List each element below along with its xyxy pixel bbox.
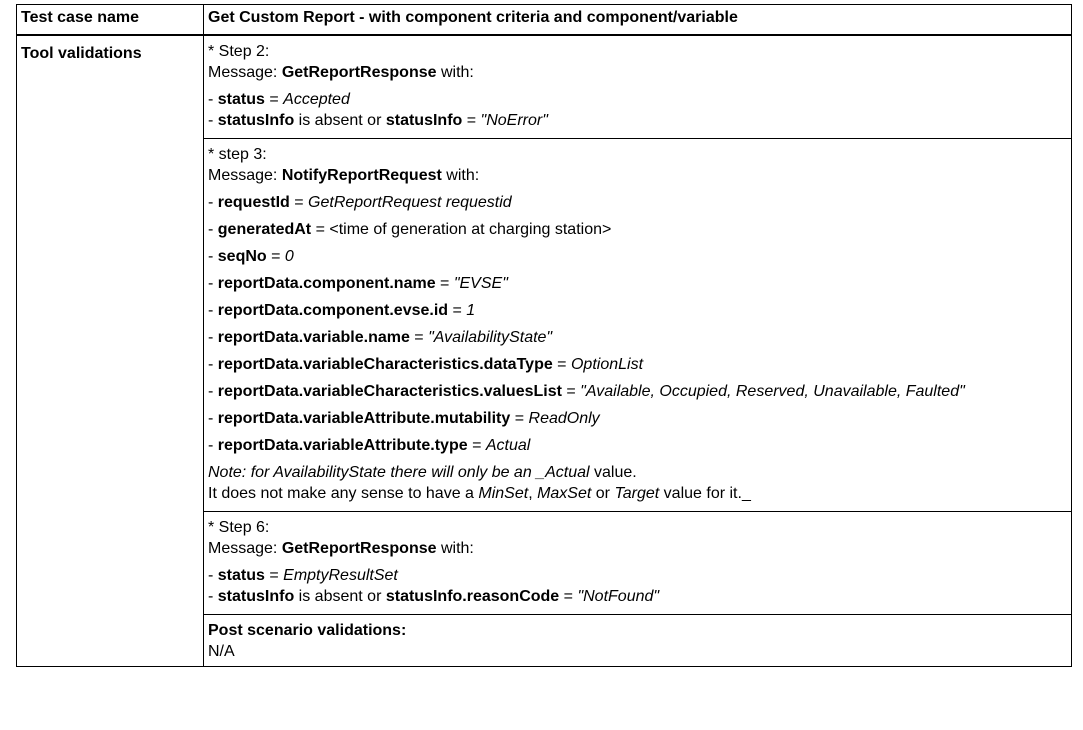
note-target: Target bbox=[614, 485, 660, 502]
field-eq: = bbox=[561, 383, 581, 400]
field-value: "Available, Occupied, Reserved, Unavailable, Faulted" bbox=[580, 383, 965, 400]
field-key: reportData.component.evse.id bbox=[217, 302, 449, 319]
field-value: GetReportRequest requestid bbox=[308, 194, 512, 211]
step6-statusinfo: - statusInfo is absent or statusInfo.reasonCode = "NotFound" bbox=[208, 588, 660, 605]
step6-title: * Step 6: bbox=[208, 519, 270, 536]
step6-message bbox=[208, 538, 1067, 559]
field-value: "AvailabilityState" bbox=[428, 329, 553, 346]
step3-field: - reportData.component.evse.id = 1 bbox=[208, 302, 476, 319]
field-value: Accepted bbox=[283, 91, 350, 108]
step3-field: - seqNo = 0 bbox=[208, 248, 294, 265]
note-text: , bbox=[528, 485, 538, 502]
header-value-cell bbox=[204, 5, 1072, 36]
field-value: OptionList bbox=[570, 356, 644, 373]
step3-field: - reportData.component.name = "EVSE" bbox=[208, 275, 508, 292]
msg-prefix: Message: bbox=[208, 64, 282, 81]
field-value: 1 bbox=[466, 302, 476, 319]
field-key: statusInfo.reasonCode bbox=[385, 588, 560, 605]
field-value: 0 bbox=[284, 248, 294, 265]
field-key: reportData.variableCharacteristics.dataType bbox=[217, 356, 553, 373]
note-maxset: MaxSet bbox=[537, 485, 592, 502]
msg-suffix: with: bbox=[436, 540, 474, 557]
note-text: value for it._ bbox=[659, 485, 751, 502]
field-eq: = bbox=[264, 567, 284, 584]
step3-field: - reportData.variable.name = "AvailabilityState" bbox=[208, 329, 553, 346]
msg-prefix: Message: bbox=[208, 167, 282, 184]
step3-note-line2 bbox=[208, 483, 1067, 504]
message-name: GetReportResponse bbox=[281, 540, 437, 557]
msg-suffix: with: bbox=[441, 167, 480, 184]
field-eq: = bbox=[264, 91, 284, 108]
field-key: reportData.component.name bbox=[217, 275, 436, 292]
field-key: reportData.variable.name bbox=[217, 329, 410, 346]
note-text: or bbox=[591, 485, 615, 502]
step3-note-line1 bbox=[208, 462, 1067, 483]
field-eq: = bbox=[435, 275, 454, 292]
field-key: seqNo bbox=[217, 248, 267, 265]
note-text: It does not make any sense to have a bbox=[208, 485, 479, 502]
field-value: Actual bbox=[485, 437, 531, 454]
field-value: <time of generation at charging station> bbox=[329, 221, 612, 238]
post-scenario-value: N/A bbox=[208, 643, 235, 660]
field-value: "NoError" bbox=[480, 112, 548, 129]
msg-prefix: Message: bbox=[208, 540, 282, 557]
step3-field: - reportData.variableAttribute.mutability = ReadOnly bbox=[208, 410, 600, 427]
field-key: statusInfo bbox=[385, 112, 463, 129]
message-name: NotifyReportRequest bbox=[281, 167, 442, 184]
note-italic: Note: for AvailabilityState there will only be an _Actual bbox=[208, 464, 590, 481]
field-value: "EVSE" bbox=[453, 275, 508, 292]
field-eq: = bbox=[448, 302, 467, 319]
step6-status: - status = EmptyResultSet bbox=[208, 567, 398, 584]
field-mid: is absent or bbox=[294, 112, 386, 129]
field-key: requestId bbox=[217, 194, 290, 211]
field-key: reportData.variableAttribute.type bbox=[217, 437, 468, 454]
section-label: Tool validations bbox=[21, 45, 142, 62]
field-key: reportData.variableCharacteristics.valuesList bbox=[217, 383, 562, 400]
field-key: reportData.variableAttribute.mutability bbox=[217, 410, 511, 427]
test-case-table bbox=[16, 4, 1072, 667]
step3-field: - reportData.variableCharacteristics.valuesList = "Available, Occupied, Reserved, Unavailable, Faulted" bbox=[208, 383, 965, 400]
field-key: statusInfo bbox=[217, 112, 295, 129]
field-mid: is absent or bbox=[294, 588, 386, 605]
header-label: Test case name bbox=[21, 9, 139, 26]
test-case-title: Get Custom Report - with component criteria and component/variable bbox=[208, 9, 738, 26]
field-key: status bbox=[217, 567, 265, 584]
field-value: EmptyResultSet bbox=[283, 567, 398, 584]
step2-message bbox=[208, 62, 1067, 83]
note-minset: MinSet bbox=[478, 485, 529, 502]
step3-block bbox=[204, 139, 1071, 512]
field-key: generatedAt bbox=[217, 221, 312, 238]
post-scenario-block bbox=[204, 615, 1071, 666]
field-eq: = bbox=[552, 356, 571, 373]
field-key: status bbox=[217, 91, 265, 108]
field-eq: = bbox=[467, 437, 486, 454]
step3-title: * step 3: bbox=[208, 146, 267, 163]
message-name: GetReportResponse bbox=[281, 64, 437, 81]
field-eq: = bbox=[409, 329, 429, 346]
field-value: "NotFound" bbox=[577, 588, 660, 605]
step2-title: * Step 2: bbox=[208, 43, 270, 60]
tool-validations-row bbox=[17, 35, 1072, 667]
step3-field: - requestId = GetReportRequest requestid bbox=[208, 194, 512, 211]
step3-field: - reportData.variableCharacteristics.dataType = OptionList bbox=[208, 356, 644, 373]
step3-field: - reportData.variableAttribute.type = Actual bbox=[208, 437, 531, 454]
msg-suffix: with: bbox=[436, 64, 474, 81]
step3-field-list bbox=[208, 192, 1067, 456]
section-label-cell bbox=[17, 35, 204, 667]
step2-block bbox=[204, 36, 1071, 139]
note-tail: value. bbox=[589, 464, 637, 481]
step6-block bbox=[204, 512, 1071, 615]
field-eq: = bbox=[266, 248, 285, 265]
field-eq: = bbox=[289, 194, 309, 211]
field-value: ReadOnly bbox=[528, 410, 600, 427]
field-eq: = bbox=[510, 410, 529, 427]
header-row bbox=[17, 5, 1072, 36]
post-title-text: Post scenario validations: bbox=[208, 622, 407, 639]
step2-status: - status = Accepted bbox=[208, 91, 350, 108]
step3-field: - generatedAt = <time of generation at charging station> bbox=[208, 221, 612, 238]
field-eq: = bbox=[311, 221, 330, 238]
header-label-cell bbox=[17, 5, 204, 36]
step2-statusinfo: - statusInfo is absent or statusInfo = "NoError" bbox=[208, 112, 548, 129]
field-eq: = bbox=[559, 588, 578, 605]
field-key: statusInfo bbox=[217, 588, 295, 605]
validations-cell bbox=[204, 35, 1072, 667]
field-eq: = bbox=[462, 112, 481, 129]
post-scenario-title bbox=[208, 620, 1067, 641]
step3-message bbox=[208, 165, 1067, 186]
